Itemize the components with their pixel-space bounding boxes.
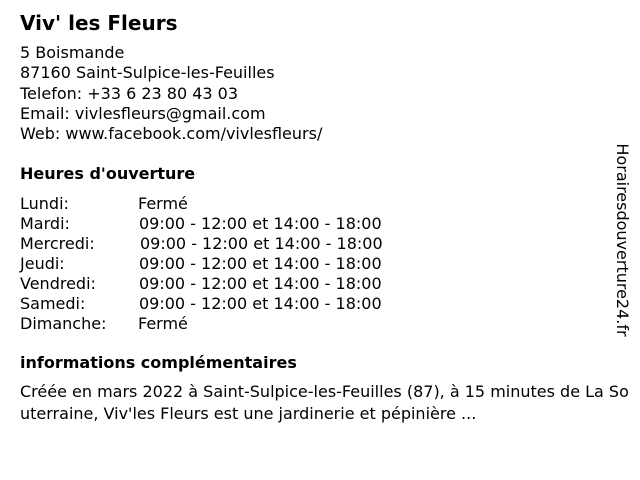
email-line: Email: vivlesfleurs@gmail.com — [20, 103, 266, 123]
hours-day: Samedi: — [20, 294, 86, 313]
info-heading: informations complémentaires — [20, 353, 297, 372]
hours-day: Lundi: — [20, 194, 69, 213]
hours-time: 09:00 - 12:00 et 14:00 - 18:00 — [140, 234, 383, 253]
phone-line: Telefon: +33 6 23 80 43 03 — [20, 83, 239, 103]
business-description: Créée en mars 2022 à Saint-Sulpice-les-Feuilles (87), à 15 minutes de La Souterraine, Viv'les Fleurs est une jardinerie et pépinière ... — [20, 382, 629, 423]
hours-day: Mercredi: — [20, 234, 95, 253]
address-street: 5 Boismande — [20, 43, 125, 62]
hours-day: Mardi: — [20, 214, 70, 233]
sidebar-watermark: Horairesdouverture24.fr — [613, 143, 632, 337]
hours-time: 09:00 - 12:00 et 14:00 - 18:00 — [139, 294, 382, 313]
contact-block — [20, 43, 322, 144]
hours-time: Fermé — [138, 194, 188, 213]
hours-day: Dimanche: — [20, 314, 107, 333]
hours-day: Vendredi: — [20, 274, 96, 293]
address-city: 87160 Saint-Sulpice-les-Feuilles — [20, 63, 275, 83]
web-line: Web: www.facebook.com/vivlesfleurs/ — [20, 124, 323, 144]
hours-time: Fermé — [138, 314, 188, 333]
business-name: Viv' les Fleurs — [20, 11, 178, 35]
hours-day: Jeudi: — [20, 254, 65, 273]
hours-time: 09:00 - 12:00 et 14:00 - 18:00 — [139, 274, 382, 293]
hours-time: 09:00 - 12:00 et 14:00 - 18:00 — [139, 254, 382, 273]
hours-time: 09:00 - 12:00 et 14:00 - 18:00 — [139, 214, 382, 233]
hours-heading: Heures d'ouverture — [20, 164, 196, 183]
